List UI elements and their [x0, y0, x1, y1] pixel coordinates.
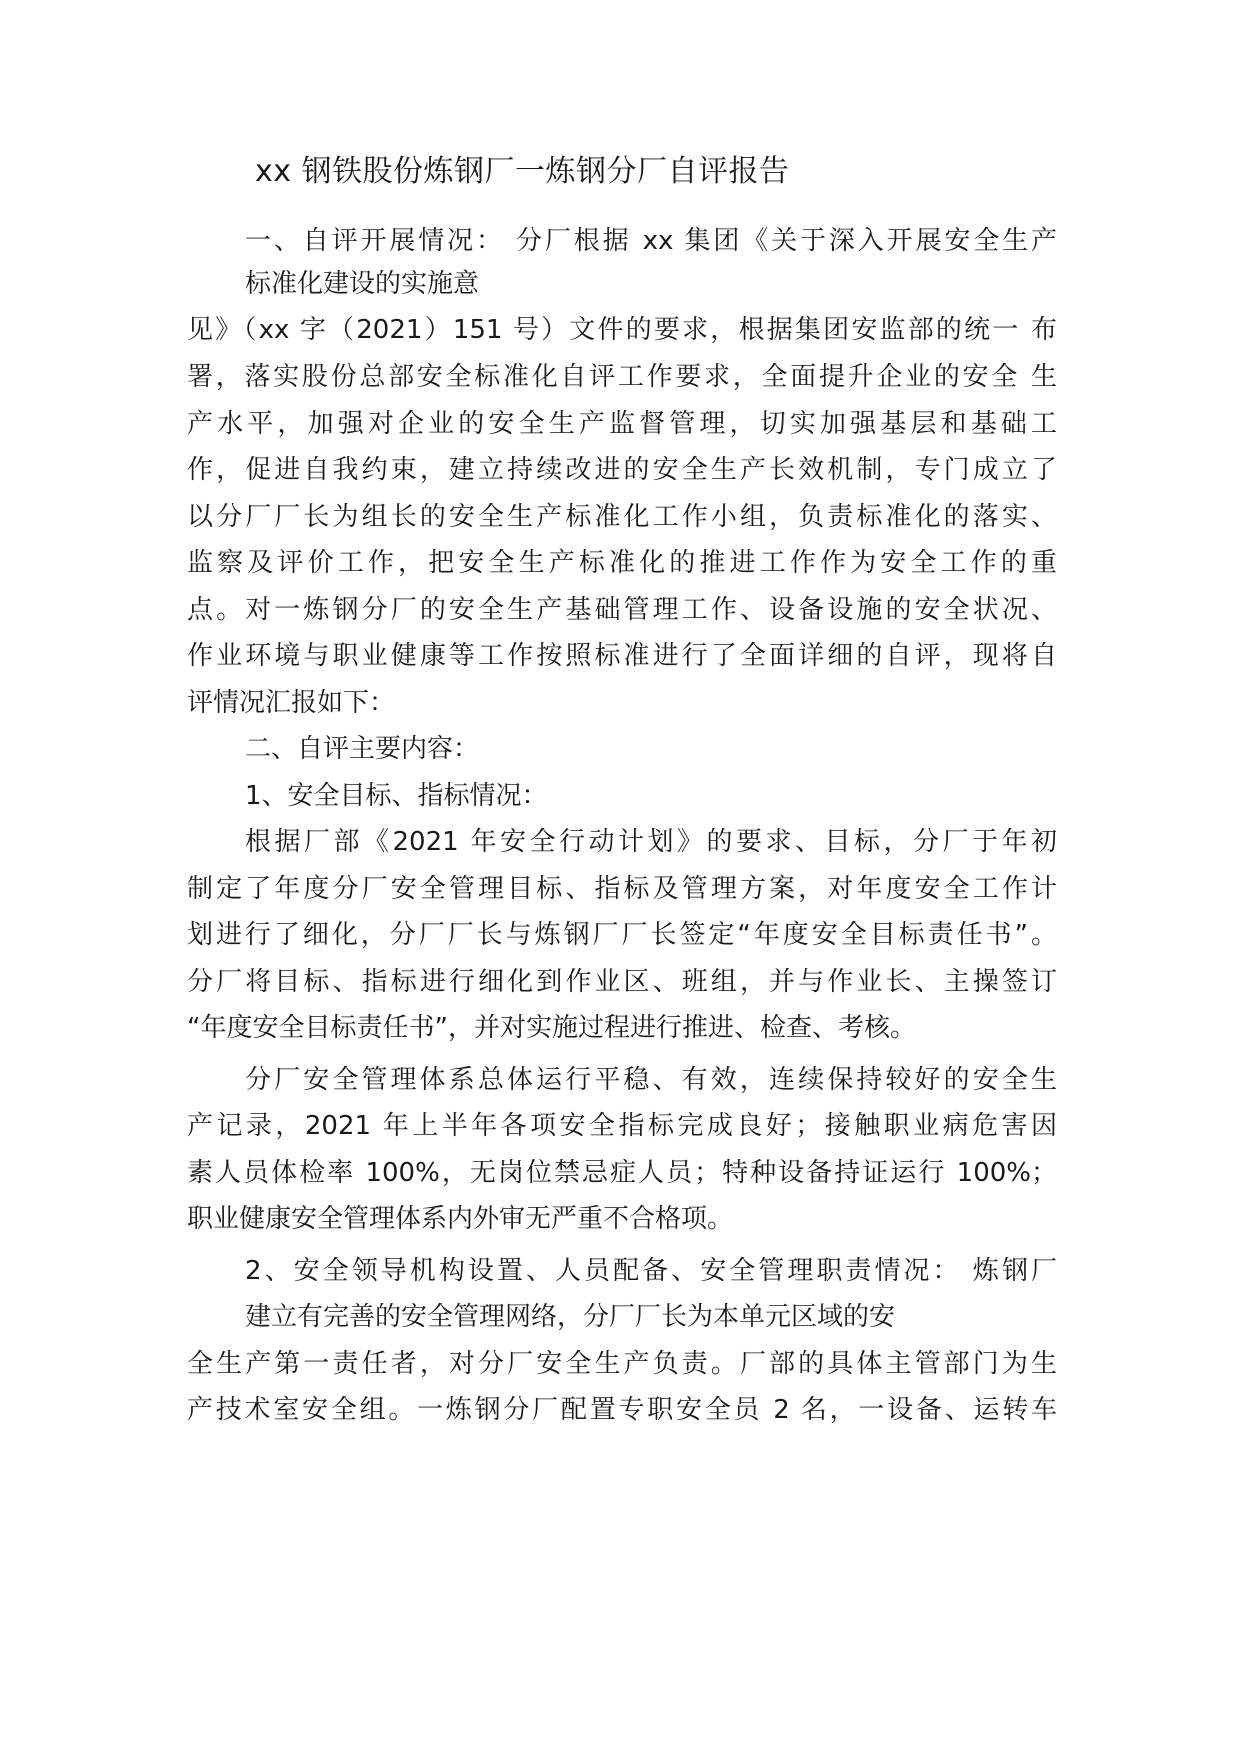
text-line: 建立有完善的安全管理网络，分厂厂长为本单元区域的安	[245, 1302, 896, 1332]
text-line: 分厂安全管理体系总体运行平稳、有效，连续保持较好的安全生	[245, 1065, 1057, 1095]
text-line: 产水平，加强对企业的安全生产监督管理，切实加强基层和基础工	[187, 409, 1057, 439]
text-line: 制定了年度分厂安全管理目标、指标及管理方案，对年度安全工作计	[187, 874, 1057, 904]
text-line: 根据厂部《2021 年安全行动计划》的要求、目标，分厂于年初	[245, 827, 1057, 857]
document-title: xx 钢铁股份炼钢厂一炼钢分厂自评报告	[255, 154, 790, 189]
text-line: 职业健康安全管理体系内外审无严重不合格项。	[187, 1204, 734, 1234]
text-line: 署，落实股份总部安全标准化自评工作要求，全面提升企业的安全 生	[187, 362, 1057, 392]
text-line: 以分厂厂长为组长的安全生产标准化工作小组，负责标准化的落实、	[187, 502, 1057, 532]
text-line: 素人员体检率 100%，无岗位禁忌症人员；特种设备持证运行 100%；	[187, 1158, 1057, 1188]
text-line: 产技术室安全组。一炼钢分厂配置专职安全员 2 名，一设备、运转车	[187, 1395, 1057, 1425]
text-line: 一、自评开展情况： 分厂根据 xx 集团《关于深入开展安全生产	[245, 226, 1057, 256]
text-line: “年度安全目标责任书”，并对实施过程进行推进、检查、考核。	[187, 1013, 916, 1043]
text-line: 划进行了细化，分厂厂长与炼钢厂厂长签定“年度安全目标责任书”。	[187, 920, 1057, 950]
text-line: 产记录，2021 年上半年各项安全指标完成良好；接触职业病危害因	[187, 1111, 1057, 1141]
subsection-heading: 2、安全领导机构设置、人员配备、安全管理职责情况： 炼钢厂	[245, 1256, 1057, 1286]
text-line: 全生产第一责任者，对分厂安全生产负责。厂部的具体主管部门为生	[187, 1349, 1057, 1379]
text-line: 作，促进自我约束，建立持续改进的安全生产长效机制，专门成立了	[187, 455, 1057, 485]
text-line: 作业环境与职业健康等工作按照标准进行了全面详细的自评，现将自	[187, 641, 1057, 671]
text-line: 监察及评价工作，把安全生产标准化的推进工作作为安全工作的重	[187, 548, 1057, 578]
subsection-heading: 1、安全目标、指标情况：	[245, 781, 548, 811]
text-line: 评情况汇报如下：	[187, 688, 396, 718]
text-line: 点。对一炼钢分厂的安全生产基础管理工作、设备设施的安全状况、	[187, 595, 1057, 625]
text-line: 见》（xx 字（2021）151 号）文件的要求，根据集团安监部的统一 布	[187, 315, 1057, 345]
section-heading: 二、自评主要内容：	[245, 734, 480, 764]
text-line: 分厂将目标、指标进行细化到作业区、班组，并与作业长、主操签订	[187, 967, 1057, 997]
text-line: 标准化建设的实施意	[245, 269, 480, 299]
